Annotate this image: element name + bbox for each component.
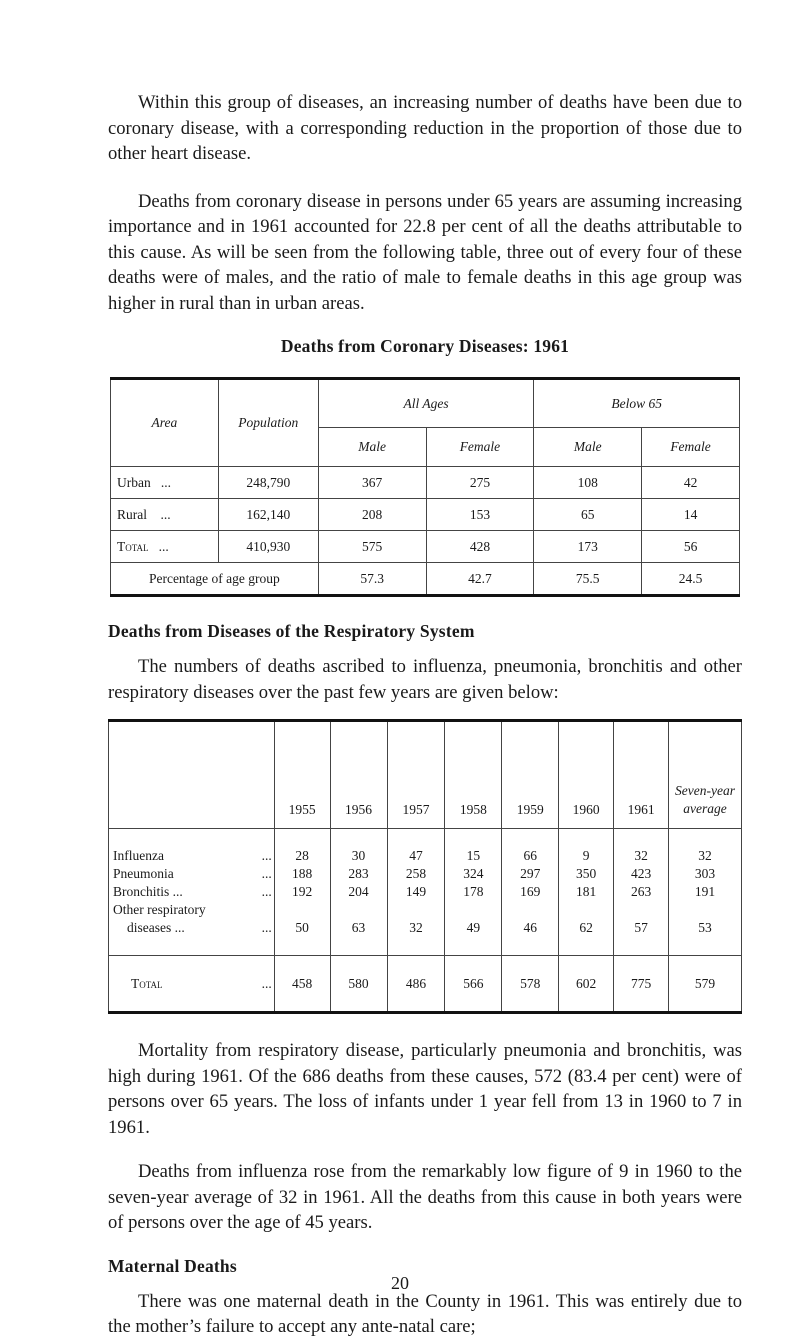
cell-value: 169 [502, 883, 559, 901]
paragraph-maternal: There was one maternal death in the County in 1961. This was entirely due to the mother’s failure to accept any ante-natal care; [108, 1290, 742, 1337]
cell-value: 66 [502, 829, 559, 866]
cell-value: 486 [387, 956, 445, 1013]
cell-value: 75.5 [534, 563, 642, 596]
row-label-pneumonia: Pneumonia [113, 866, 174, 881]
leader-dots: ... [160, 474, 171, 490]
cell-value: 350 [559, 865, 614, 883]
cell-value: 50 [274, 901, 330, 956]
leader-dots: ... [261, 920, 272, 935]
cell-value: 32 [387, 901, 445, 956]
cell-value: 9 [559, 829, 614, 866]
row-area-urban: Urban [117, 474, 151, 490]
table-row [111, 499, 740, 531]
header-year: 1956 [330, 721, 387, 829]
cell-value: 173 [534, 531, 642, 563]
table-row [109, 901, 742, 956]
table-row [111, 467, 740, 499]
cell-value: 283 [330, 865, 387, 883]
cell-average: 579 [669, 956, 742, 1013]
cell-value: 580 [330, 956, 387, 1013]
paragraph-coronary-under-65: Deaths from coronary disease in persons under 65 years are assuming increasing importance and in 1961 accounted for 22.8 per cent of all the deaths attributable to this cause. As will be seen from the following table, three out of every four of these deaths were of males, and the ratio of male to female deaths in this age group was higher in rural than in urban areas. [108, 190, 742, 314]
cell-value: 47 [387, 829, 445, 866]
cell-value: 566 [445, 956, 502, 1013]
cell-value: 63 [330, 901, 387, 956]
header-year: 1960 [559, 721, 614, 829]
cell-value: 204 [330, 883, 387, 901]
cell-value: 178 [445, 883, 502, 901]
header-all-ages-male: Male [318, 428, 426, 467]
row-label-influenza: Influenza [113, 848, 164, 863]
cell-value: 775 [614, 956, 669, 1013]
coronary-deaths-table [110, 377, 740, 597]
cell-value: 602 [559, 956, 614, 1013]
cell-value: 575 [318, 531, 426, 563]
row-area-total: Total [117, 538, 149, 554]
cell-average: 191 [669, 883, 742, 901]
leader-dots: ... [158, 538, 169, 554]
avg-label-line1: Seven-year [675, 783, 735, 798]
cell-value: 275 [426, 467, 534, 499]
header-population: Population [218, 379, 318, 467]
header-year: 1955 [274, 721, 330, 829]
cell-value: 297 [502, 865, 559, 883]
paragraph-respiratory-mortality: Mortality from respiratory disease, particularly pneumonia and bronchitis, was high during 1961. Of the 686 deaths from these causes, 572 (83.4 per cent) were of persons over 65 years. The loss of infants under 1 year fell from 13 in 1960 to 7 in 1961. [108, 1040, 742, 1138]
cell-population: 248,790 [218, 467, 318, 499]
header-all-ages-female: Female [426, 428, 534, 467]
header-year: 1961 [614, 721, 669, 829]
cell-value: 149 [387, 883, 445, 901]
leader-dots: ... [261, 884, 272, 899]
cell-value: 208 [318, 499, 426, 531]
page-number: 20 [391, 1273, 409, 1293]
header-seven-year-average [669, 721, 742, 829]
cell-value: 30 [330, 829, 387, 866]
row-label-other-respiratory: Other respiratory [113, 902, 206, 917]
cell-average: 303 [669, 865, 742, 883]
header-year: 1958 [445, 721, 502, 829]
table-row [109, 829, 742, 866]
cell-value: 258 [387, 865, 445, 883]
cell-value: 62 [559, 901, 614, 956]
avg-label-line2: average [683, 801, 727, 816]
cell-value: 57.3 [318, 563, 426, 596]
cell-average: 53 [669, 901, 742, 956]
table-row [109, 883, 742, 901]
cell-value: 14 [642, 499, 740, 531]
cell-value: 28 [274, 829, 330, 866]
header-below-65: Below 65 [534, 379, 740, 428]
leader-dots: ... [261, 866, 272, 881]
cell-average: 32 [669, 829, 742, 866]
cell-value: 367 [318, 467, 426, 499]
cell-value: 49 [445, 901, 502, 956]
cell-value: 181 [559, 883, 614, 901]
cell-value: 15 [445, 829, 502, 866]
cell-value: 46 [502, 901, 559, 956]
cell-population: 410,930 [218, 531, 318, 563]
cell-value: 108 [534, 467, 642, 499]
cell-value: 24.5 [642, 563, 740, 596]
respiratory-deaths-table [108, 719, 742, 1014]
cell-value: 56 [642, 531, 740, 563]
row-label-total: Total [131, 975, 163, 991]
cell-value: 188 [274, 865, 330, 883]
respiratory-heading: Deaths from Diseases of the Respiratory System [108, 621, 475, 641]
cell-value: 263 [614, 883, 669, 901]
header-year: 1959 [502, 721, 559, 829]
header-area: Area [111, 379, 219, 467]
table-row-percentage [111, 563, 740, 596]
cell-value: 578 [502, 956, 559, 1013]
table-row [109, 865, 742, 883]
cell-value: 32 [614, 829, 669, 866]
leader-dots: ... [261, 848, 272, 863]
coronary-table-caption: Deaths from Coronary Diseases: 1961 [280, 336, 570, 356]
maternal-deaths-heading: Maternal Deaths [108, 1255, 237, 1276]
header-below-65-female: Female [642, 428, 740, 467]
cell-value: 42 [642, 467, 740, 499]
paragraph-respiratory-intro: The numbers of deaths ascribed to influenza, pneumonia, bronchitis and other respiratory diseases over the past few years are given below: [108, 656, 742, 703]
header-blank [109, 721, 275, 829]
header-all-ages: All Ages [318, 379, 534, 428]
cell-value: 42.7 [426, 563, 534, 596]
cell-value: 458 [274, 956, 330, 1013]
cell-value: 65 [534, 499, 642, 531]
table-row-total [109, 956, 742, 1013]
cell-value: 192 [274, 883, 330, 901]
table-row [111, 531, 740, 563]
header-below-65-male: Male [534, 428, 642, 467]
cell-value: 153 [426, 499, 534, 531]
row-area-rural: Rural [117, 506, 147, 522]
leader-dots: ... [261, 975, 272, 991]
leader-dots: ... [160, 506, 171, 522]
row-label-bronchitis: Bronchitis ... [113, 884, 183, 899]
cell-population: 162,140 [218, 499, 318, 531]
cell-value: 428 [426, 531, 534, 563]
cell-value: 423 [614, 865, 669, 883]
paragraph-coronary-trend: Within this group of diseases, an increasing number of deaths have been due to coronary disease, with a corresponding reduction in the proportion of those due to other heart disease. [108, 92, 742, 164]
header-year: 1957 [387, 721, 445, 829]
cell-value: 57 [614, 901, 669, 956]
percentage-label: Percentage of age group [111, 563, 319, 596]
row-label-other-respiratory-line2: diseases ... [127, 920, 185, 935]
document-page [108, 90, 742, 1340]
cell-value: 324 [445, 865, 502, 883]
paragraph-influenza: Deaths from influenza rose from the remarkably low figure of 9 in 1960 to the seven-year average of 32 in 1961. All the deaths from this cause in both years were of persons over the age of 45 years. [108, 1161, 742, 1233]
